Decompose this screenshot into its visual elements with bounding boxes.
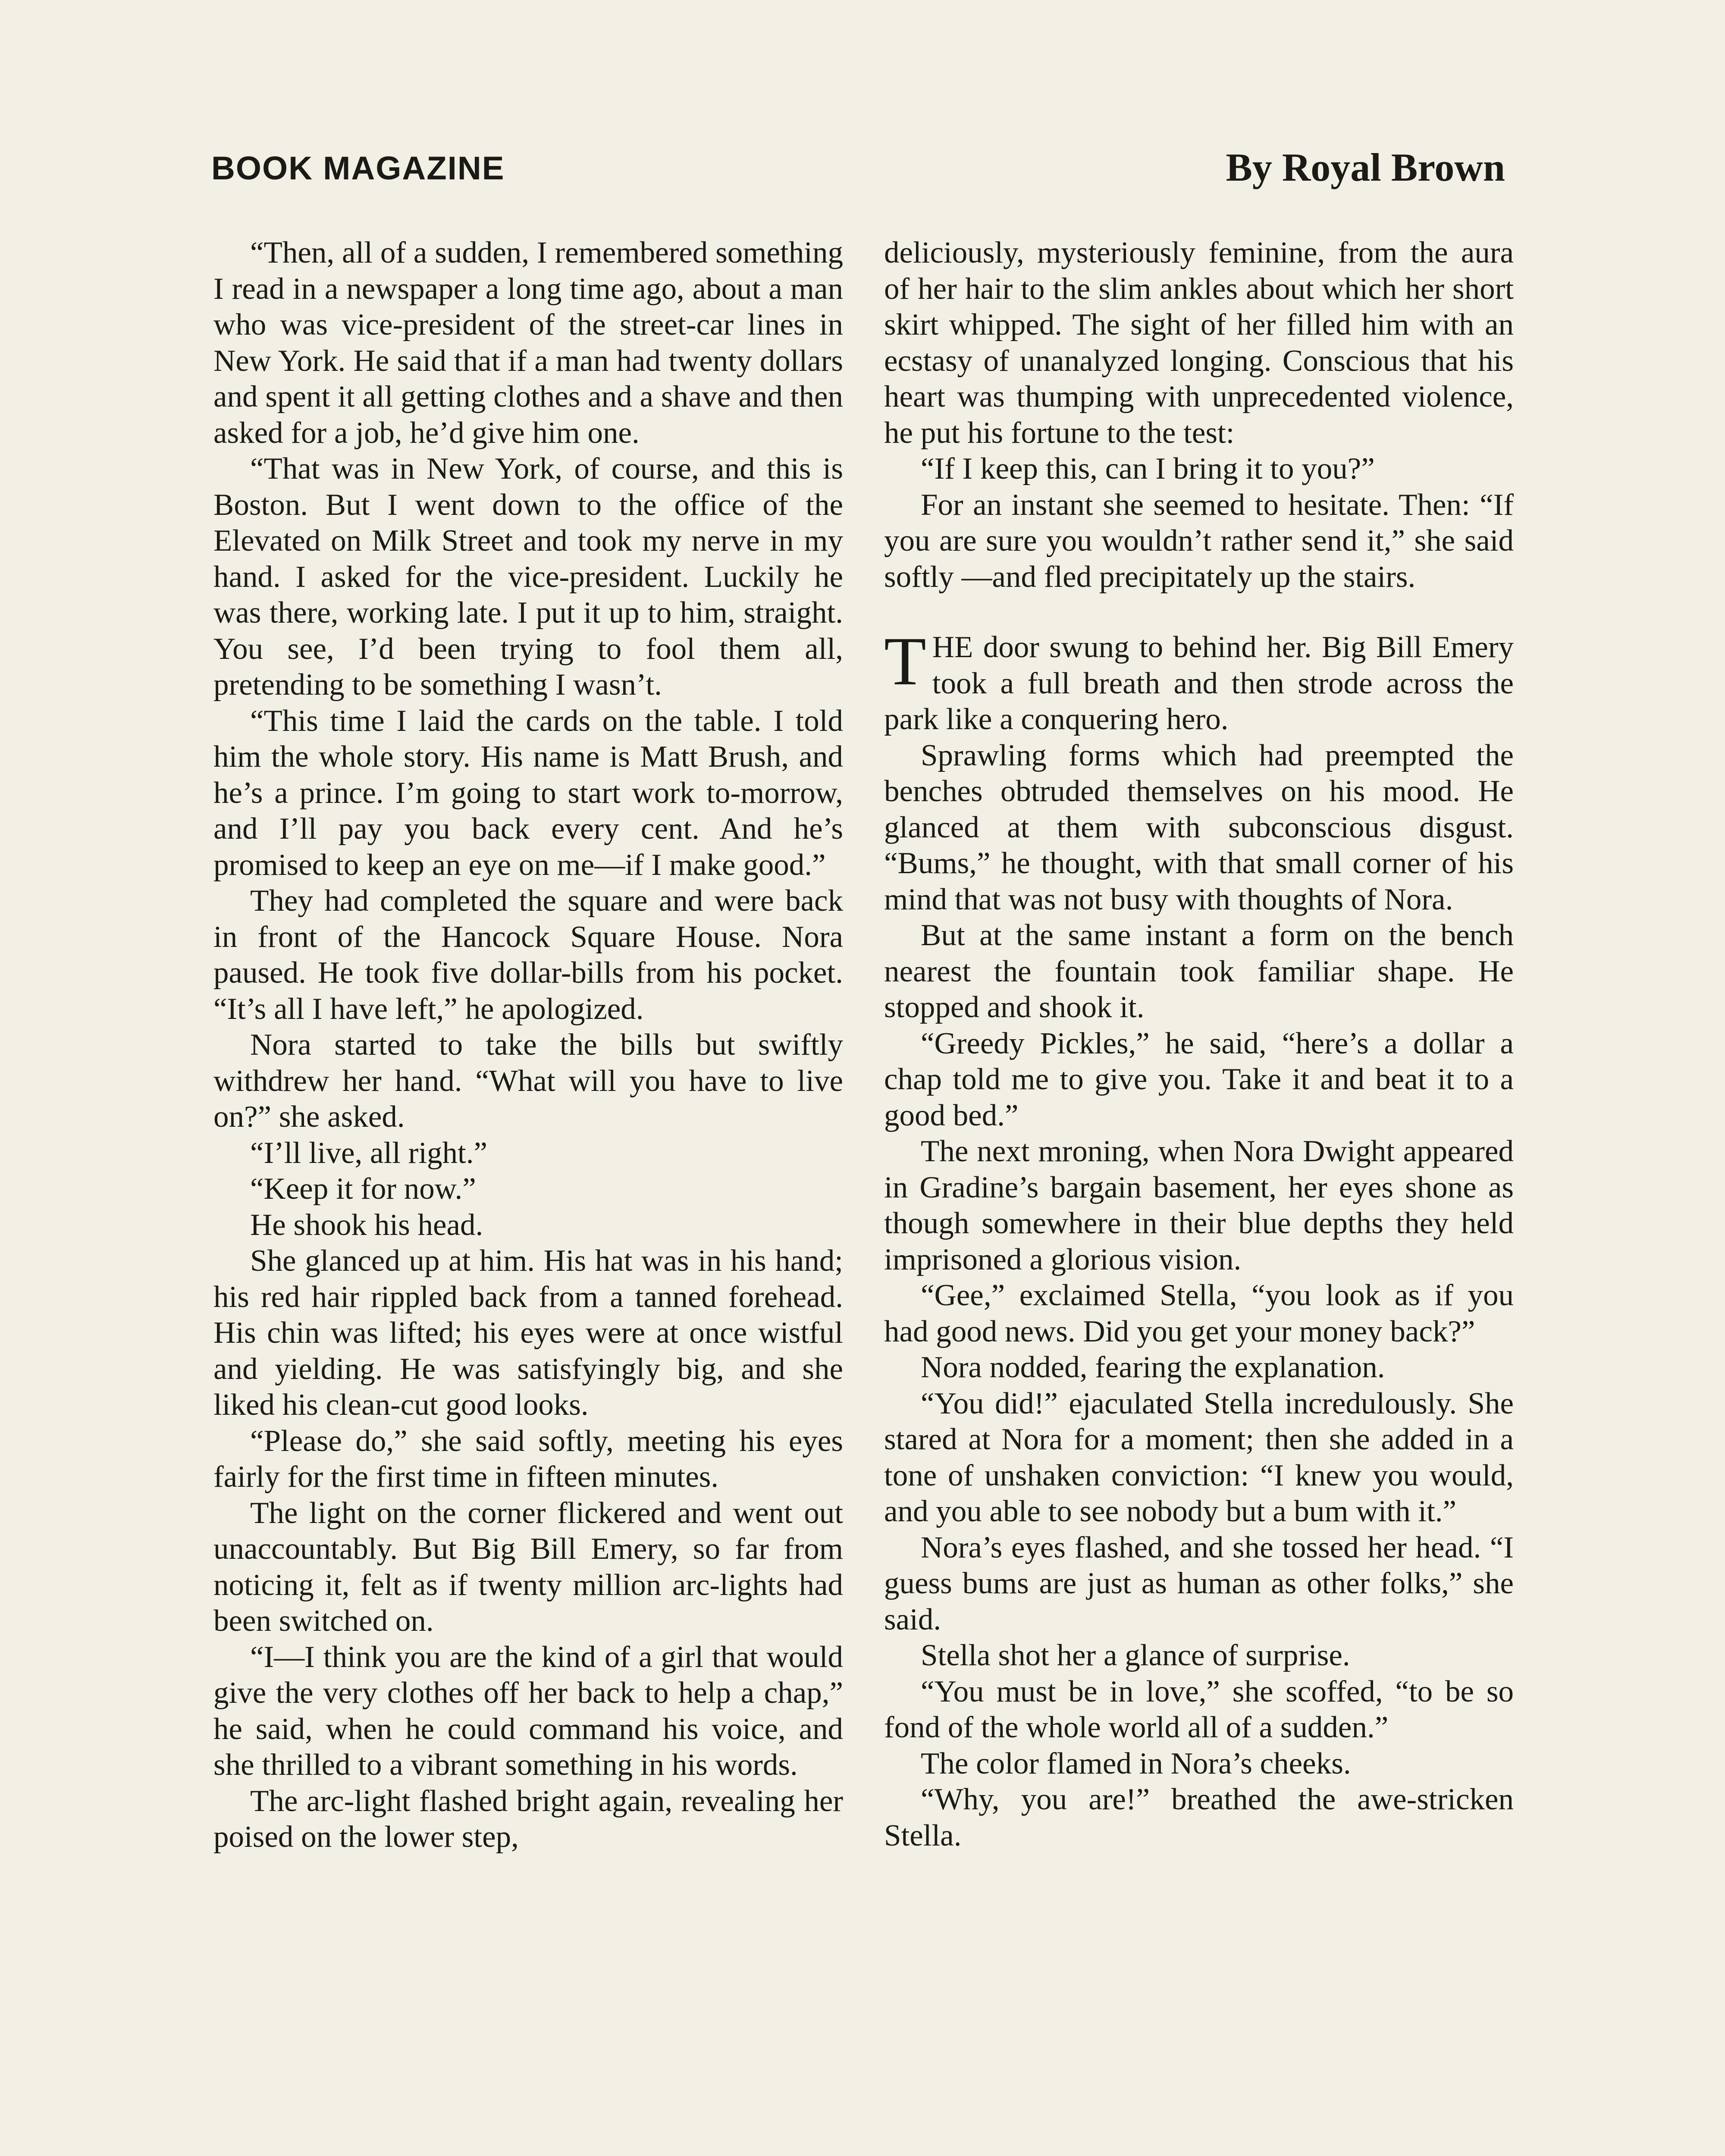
left-column [213, 235, 843, 1855]
section-opening-paragraph [884, 623, 1514, 738]
paragraph: She glanced up at him. His hat was in his hand; his red hair rippled back from a tanned forehead. His chin was lifted; his eyes were at once wistful and yielding. He was satisfyingly big, and she liked his clean-cut good looks. [213, 1244, 843, 1422]
paragraph: For an instant she seemed to hesitate. Then: “If you are sure you wouldn’t rather send it,” she said softly —and fled precipitately up the stairs. [884, 488, 1514, 594]
right-column [884, 235, 1514, 1854]
paragraph: The color flamed in Nora’s cheeks. [921, 1746, 1351, 1780]
paragraph: “If I keep this, can I bring it to you?” [921, 452, 1375, 486]
paragraph: “Greedy Pickles,” he said, “here’s a dollar a chap told me to give you. Take it and beat it to a good bed.” [884, 1026, 1514, 1132]
paragraph: “This time I laid the cards on the table. I told him the whole story. His name is Matt Brush, and he’s a prince. I’m going to start work to-morrow, and I’ll pay you back every cent. And he’s promised to keep an eye on me—if I make good.” [213, 704, 843, 882]
author-byline: By Royal Brown [1226, 145, 1505, 189]
paragraph: “Why, you are!” breathed the awe-stricken Stella. [884, 1783, 1514, 1852]
running-head [211, 144, 1505, 196]
paragraph: “You must be in love,” she scoffed, “to be so fond of the whole world all of a sudden.” [884, 1674, 1514, 1744]
paragraph: Sprawling forms which had preempted the benches obtruded themselves on his mood. He glanced at them with subconscious disgust. “Bums,” he thought, with that small corner of his mind that was not busy with thoughts of Nora. [884, 738, 1514, 916]
paragraph: “Please do,” she said softly, meeting his eyes fairly for the first time in fifteen minutes. [213, 1424, 843, 1494]
paragraph: “That was in New York, of course, and this is Boston. But I went down to the office of the Elevated on Milk Street and took my nerve in my hand. I asked for the vice-president. Luckily he was there, working late. I put it up to him, straight. You see, I’d been trying to fool them all, pretending to be something I wasn’t. [213, 452, 843, 702]
paragraph: The arc-light flashed bright again, revealing her poised on the lower step, [213, 1784, 843, 1854]
drop-cap: T [884, 623, 926, 699]
paragraph: The light on the corner flickered and went out unaccountably. But Big Bill Emery, so far from noticing it, felt as if twenty million arc-lights had been switched on. [213, 1496, 843, 1638]
paragraph: Nora started to take the bills but swiftly withdrew her hand. “What will you have to live on?” she asked. [213, 1028, 843, 1134]
paragraph: “Gee,” exclaimed Stella, “you look as if you had good news. Did you get your money back?” [884, 1279, 1514, 1348]
paragraph: They had completed the square and were back in front of the Hancock Square House. Nora paused. He took five dollar-bills from his pocket. “It’s all I have left,” he apologized. [213, 884, 843, 1026]
magazine-title: BOOK MAGAZINE [211, 150, 505, 187]
paragraph: He shook his head. [250, 1208, 483, 1242]
paragraph: “You did!” ejaculated Stella incredulously. She stared at Nora for a moment; then she added in a tone of unshaken conviction: “I knew you would, and you able to see nobody but a bum with it.” [884, 1386, 1514, 1528]
paragraph: Nora’s eyes flashed, and she tossed her head. “I guess bums are just as human as other folks,” she said. [884, 1530, 1514, 1636]
paragraph: deliciously, mysteriously feminine, from the aura of her hair to the slim ankles about which her short skirt whipped. The sight of her filled him with an ecstasy of unanalyzed longing. Conscious that his heart was thumping with unprecedented violence, he put his fortune to the test: [884, 236, 1514, 450]
paragraph: “Keep it for now.” [250, 1172, 476, 1206]
paragraph: “I’ll live, all right.” [250, 1136, 488, 1170]
paragraph: The next mroning, when Nora Dwight appeared in Gradine’s bargain basement, her eyes shone as though somewhere in their blue depths they held imprisoned a glorious vision. [884, 1134, 1514, 1276]
section-opening-text: HE door swung to behind her. Big Bill Emery took a full breath and then strode across the park like a conquering hero. [884, 630, 1514, 736]
paragraph: Stella shot her a glance of surprise. [921, 1639, 1350, 1672]
paragraph: “I—I think you are the kind of a girl that would give the very clothes off her back to help a chap,” he said, when he could command his voice, and she thrilled to a vibrant something in his words. [213, 1640, 843, 1782]
paragraph: Nora nodded, fearing the explanation. [921, 1351, 1385, 1384]
paragraph: But at the same instant a form on the bench nearest the fountain took familiar shape. He stopped and shook it. [884, 918, 1514, 1024]
paragraph: “Then, all of a sudden, I remembered something I read in a newspaper a long time ago, about a man who was vice-president of the street-car lines in New York. He said that if a man had twenty dollars and spent it all getting clothes and a shave and then asked for a job, he’d give him one. [213, 236, 843, 450]
